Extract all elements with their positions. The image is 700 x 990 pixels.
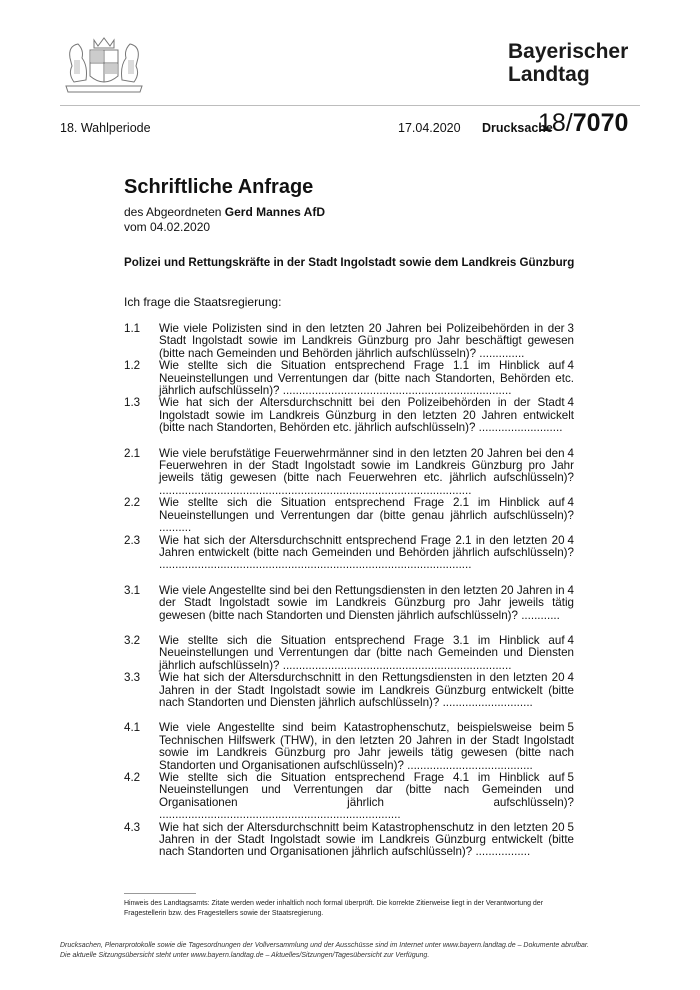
drucksache-number (538, 110, 628, 136)
question-text-wrap (159, 323, 574, 360)
question-text-wrap (159, 360, 574, 397)
question-item (124, 497, 574, 534)
question-text: Wie stellte sich die Situation entsprechend Frage 1.1 im Hinblick auf Neueinstellungen und Verrentungen dar (bitte nach Standorten, Behörden etc. jährlich aufschlüsseln)? ....................................................................... (159, 359, 574, 398)
drucksache-prefix: 18/ (538, 109, 573, 137)
question-item (124, 822, 574, 859)
question-item (124, 722, 574, 772)
question-page-ref: 4 (567, 496, 574, 510)
question-text-wrap (159, 585, 574, 622)
question-item (124, 635, 574, 672)
question-text: Wie hat sich der Altersdurchschnitt entsprechend Frage 2.1 in den letzten 20 Jahren entwickelt (bitte nach Gemeinden und Behörden jährlich aufschlüsseln)? ................................................................................................. (159, 533, 574, 572)
drucksache-label: Drucksache (482, 121, 553, 135)
question-number: 3.2 (124, 633, 141, 647)
author-name: Gerd Mannes AfD (224, 205, 326, 219)
question-page-ref: 4 (567, 533, 574, 547)
question-text-wrap (159, 722, 574, 772)
question-number: 4.2 (124, 771, 141, 784)
question-text: Wie viele berufstätige Feuerwehrmänner sind in den letzten 20 Jahren bei den Feuerwehren in der Stadt Ingolstadt sowie im Landkreis Günzburg pro Jahr jeweils tätig gewesen (bitte nach Feuerwehren etc. jährlich aufschlüsseln)? ................................................................................................. (159, 446, 574, 497)
question-number: 4.3 (124, 820, 141, 834)
question-page-ref: 4 (567, 396, 574, 410)
bavarian-coat-of-arms-logo (60, 36, 148, 96)
question-text-wrap (159, 772, 574, 822)
question-text-wrap (159, 535, 574, 572)
question-text: Wie viele Angestellte sind beim Katastrophenschutz, beispielsweise beim Technischen Hilfswerk (THW), in den letzten 20 Jahren in der Stadt Ingolstadt sowie im Landkreis Günzburg pro Jahr jeweils tätig gewesen (bitte nach Standorten und Organisationen aufschlüsseln)? ....................................... (159, 721, 574, 772)
question-page-ref: 4 (567, 633, 574, 647)
question-text-wrap (159, 448, 574, 498)
inquiry-date: vom 04.02.2020 (124, 219, 211, 234)
question-text: Wie viele Angestellte sind bei den Rettungsdiensten in den letzten 20 Jahren in der Stadt Ingolstadt sowie im Landkreis Günzburg pro Jahr jeweils tätig gewesen (bitte nach Standorten und Diensten jährlich aufschlüsseln)? ............ (159, 583, 574, 622)
question-text: Wie stellte sich die Situation entsprechend Frage 3.1 im Hinblick auf Neueinstellungen und Verrentungen dar (bitte nach Gemeinden und Diensten jährlich aufschlüsseln)? ....................................................................... (159, 633, 574, 672)
question-text-wrap (159, 497, 574, 534)
question-text-wrap (159, 672, 574, 709)
question-text-wrap (159, 822, 574, 859)
question-number: 2.3 (124, 533, 141, 547)
footnote-divider (124, 893, 196, 894)
question-text: Wie stellte sich die Situation entsprechend Frage 2.1 im Hinblick auf Neueinstellungen und Verrentungen dar (bitte genau jährlich aufschlüsseln)? .......... (159, 496, 574, 535)
question-number: 3.3 (124, 671, 141, 685)
question-page-ref: 5 (567, 771, 574, 784)
question-number: 1.1 (124, 322, 141, 335)
question-number: 4.1 (124, 721, 141, 735)
question-page-ref: 3 (567, 322, 574, 335)
header-divider (60, 105, 640, 106)
intro-text: Ich frage die Staatsregierung: (124, 295, 282, 309)
author-block (124, 205, 325, 234)
author-prefix: des Abgeordneten (124, 205, 225, 219)
question-page-ref: 5 (567, 721, 574, 735)
question-number: 1.3 (124, 396, 141, 410)
question-text-wrap (159, 635, 574, 672)
question-text: Wie hat sich der Altersdurchschnitt bei den Polizeibehörden in der Stadt Ingolstadt sowie im Landkreis Günzburg in den letzten 20 Jahren entwickelt (bitte nach Standorten, Behörden etc. jährlich aufschlüsseln)? .......................... (159, 396, 574, 435)
question-number: 2.2 (124, 496, 141, 510)
question-text-wrap (159, 397, 574, 434)
question-number: 3.1 (124, 583, 141, 597)
document-title: Schriftliche Anfrage (124, 176, 314, 198)
question-item (124, 672, 574, 709)
question-page-ref: 5 (567, 820, 574, 834)
question-page-ref: 4 (567, 446, 574, 460)
question-item (124, 585, 574, 622)
document-date: 17.04.2020 (398, 121, 461, 135)
question-number: 2.1 (124, 446, 141, 460)
footer-line-1: Drucksachen, Plenarprotokolle sowie die Tagesordnungen der Vollversammlung und der Ausschüsse sind im Internet unter www.bayern.landtag.de – Dokumente abrufbar. (60, 942, 589, 949)
footnote-text: Hinweis des Landtagsamts: Zitate werden weder inhaltlich noch formal überprüft. Die korrekte Zitierweise liegt in der Verantwortung der Fragestellerin bzw. des Fragestellers sowie der Staatsregierung. (124, 900, 544, 917)
question-item (124, 535, 574, 572)
question-text: Wie stellte sich die Situation entsprechend Frage 4.1 im Hinblick auf Neueinstellungen und Verrentungen dar (bitte nach Gemeinden und Organisationen jährlich aufschlüsseln)? ........................................................................... (159, 771, 574, 822)
question-text: Wie hat sich der Altersdurchschnitt beim Katastrophenschutz in den letzten 20 Jahren in der Stadt Ingolstadt sowie im Landkreis Günzburg entwickelt (bitte nach Standorten und Organisationen jährlich aufschlüsseln)? ................. (159, 820, 574, 859)
page-footer (60, 941, 640, 960)
footer-line-2: Die aktuelle Sitzungsübersicht steht unter www.bayern.landtag.de – Aktuelles/Sitzungen/Tagesübersicht zur Verfügung. (60, 951, 430, 959)
question-page-ref: 4 (567, 583, 574, 597)
question-item (124, 360, 574, 397)
landtag-brand-title (508, 40, 628, 86)
election-period: 18. Wahlperiode (60, 121, 151, 135)
question-item (124, 772, 574, 822)
question-number: 1.2 (124, 359, 141, 373)
inquiry-subject: Polizei und Rettungskräfte in der Stadt Ingolstadt sowie dem Landkreis Günzburg (124, 256, 575, 269)
brand-line-2: Landtag (508, 63, 590, 86)
question-page-ref: 4 (567, 671, 574, 685)
drucksache-id: 7070 (572, 109, 629, 137)
question-text: Wie viele Polizisten sind in den letzten 20 Jahren bei Polizeibehörden in der Stadt Ingolstadt sowie im Landkreis Günzburg pro Jahr beschäftigt gewesen (bitte nach Gemeinden und Behörden jährlich aufschlüsseln)? .............. (159, 322, 574, 360)
question-item (124, 397, 574, 434)
brand-line-1: Bayerischer (508, 40, 629, 63)
question-item (124, 448, 574, 498)
question-list (124, 323, 574, 859)
question-page-ref: 4 (567, 359, 574, 373)
question-item (124, 323, 574, 360)
question-text: Wie hat sich der Altersdurchschnitt in den Rettungsdiensten in den letzten 20 Jahren in der Stadt Ingolstadt sowie im Landkreis Günzburg entwickelt (bitte nach Standorten und Diensten jährlich aufschlüsseln)? ............................ (159, 671, 574, 709)
